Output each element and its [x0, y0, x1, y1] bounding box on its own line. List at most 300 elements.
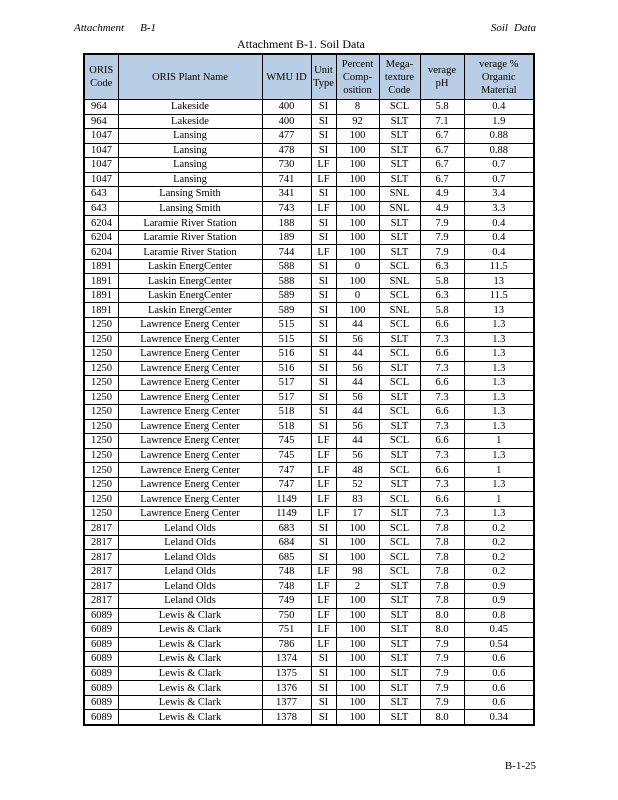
cell-wmu-id: 517	[262, 376, 311, 391]
table-row	[84, 681, 534, 696]
cell-organic-material: 1.3	[464, 448, 534, 463]
table-row	[84, 710, 534, 725]
table-row	[84, 259, 534, 274]
cell-percent-composition: 2	[336, 579, 379, 594]
cell-percent-composition: 44	[336, 434, 379, 449]
cell-wmu-id: 747	[262, 477, 311, 492]
cell-organic-material: 0.88	[464, 143, 534, 158]
table-row	[84, 492, 534, 507]
cell-unit-type: SI	[311, 652, 336, 667]
cell-percent-composition: 100	[336, 201, 379, 216]
cell-plant-name: Lewis & Clark	[118, 652, 262, 667]
cell-plant-name: Lawrence Energ Center	[118, 376, 262, 391]
cell-oris-code: 1250	[84, 463, 118, 478]
cell-plant-name: Lewis & Clark	[118, 695, 262, 710]
table-row	[84, 245, 534, 260]
cell-average-ph: 7.8	[420, 565, 464, 580]
cell-megatexture-code: SLT	[379, 245, 420, 260]
table-row	[84, 187, 534, 202]
cell-average-ph: 6.6	[420, 405, 464, 420]
cell-percent-composition: 100	[336, 230, 379, 245]
cell-average-ph: 6.6	[420, 347, 464, 362]
cell-megatexture-code: SLT	[379, 477, 420, 492]
cell-unit-type: LF	[311, 608, 336, 623]
cell-organic-material: 13	[464, 274, 534, 289]
cell-wmu-id: 745	[262, 448, 311, 463]
cell-percent-composition: 48	[336, 463, 379, 478]
cell-average-ph: 6.7	[420, 158, 464, 173]
cell-megatexture-code: SLT	[379, 216, 420, 231]
cell-oris-code: 1250	[84, 332, 118, 347]
cell-wmu-id: 1149	[262, 506, 311, 521]
cell-average-ph: 5.8	[420, 274, 464, 289]
cell-wmu-id: 1376	[262, 681, 311, 696]
cell-organic-material: 1.3	[464, 390, 534, 405]
cell-unit-type: SI	[311, 332, 336, 347]
cell-average-ph: 6.3	[420, 288, 464, 303]
cell-plant-name: Laramie River Station	[118, 230, 262, 245]
cell-wmu-id: 518	[262, 419, 311, 434]
cell-average-ph: 7.3	[420, 448, 464, 463]
table-row	[84, 230, 534, 245]
cell-wmu-id: 341	[262, 187, 311, 202]
cell-oris-code: 1891	[84, 288, 118, 303]
cell-average-ph: 7.9	[420, 245, 464, 260]
cell-wmu-id: 750	[262, 608, 311, 623]
cell-unit-type: SI	[311, 405, 336, 420]
cell-oris-code: 1250	[84, 376, 118, 391]
table-row	[84, 405, 534, 420]
cell-unit-type: LF	[311, 158, 336, 173]
cell-percent-composition: 100	[336, 274, 379, 289]
cell-organic-material: 0.2	[464, 550, 534, 565]
cell-unit-type: SI	[311, 129, 336, 144]
col-header-wmu-id: WMU ID	[262, 54, 311, 100]
cell-unit-type: LF	[311, 172, 336, 187]
cell-megatexture-code: SLT	[379, 695, 420, 710]
cell-plant-name: Lewis & Clark	[118, 608, 262, 623]
cell-megatexture-code: SLT	[379, 361, 420, 376]
col-header-unit-type: Unit Type	[311, 54, 336, 100]
cell-average-ph: 5.8	[420, 100, 464, 115]
cell-wmu-id: 748	[262, 579, 311, 594]
table-row	[84, 652, 534, 667]
cell-wmu-id: 1374	[262, 652, 311, 667]
cell-organic-material: 11.5	[464, 288, 534, 303]
cell-oris-code: 2817	[84, 521, 118, 536]
cell-percent-composition: 98	[336, 565, 379, 580]
cell-megatexture-code: SLT	[379, 114, 420, 129]
cell-oris-code: 6089	[84, 695, 118, 710]
cell-plant-name: Laskin EnergCenter	[118, 274, 262, 289]
cell-unit-type: LF	[311, 579, 336, 594]
cell-average-ph: 7.8	[420, 550, 464, 565]
cell-wmu-id: 730	[262, 158, 311, 173]
cell-average-ph: 7.3	[420, 477, 464, 492]
cell-organic-material: 0.4	[464, 100, 534, 115]
cell-megatexture-code: SCL	[379, 434, 420, 449]
cell-wmu-id: 747	[262, 463, 311, 478]
cell-organic-material: 0.4	[464, 230, 534, 245]
cell-percent-composition: 100	[336, 652, 379, 667]
cell-plant-name: Lawrence Energ Center	[118, 463, 262, 478]
cell-organic-material: 1.3	[464, 376, 534, 391]
cell-oris-code: 2817	[84, 565, 118, 580]
cell-megatexture-code: SCL	[379, 317, 420, 332]
cell-average-ph: 7.9	[420, 681, 464, 696]
cell-oris-code: 1250	[84, 405, 118, 420]
cell-organic-material: 0.6	[464, 666, 534, 681]
cell-plant-name: Laskin EnergCenter	[118, 288, 262, 303]
cell-wmu-id: 745	[262, 434, 311, 449]
cell-wmu-id: 588	[262, 259, 311, 274]
cell-oris-code: 6204	[84, 245, 118, 260]
running-header-left	[74, 22, 156, 34]
cell-wmu-id: 743	[262, 201, 311, 216]
cell-megatexture-code: SCL	[379, 521, 420, 536]
cell-oris-code: 2817	[84, 550, 118, 565]
cell-unit-type: LF	[311, 201, 336, 216]
table-row	[84, 288, 534, 303]
cell-plant-name: Laskin EnergCenter	[118, 259, 262, 274]
cell-average-ph: 8.0	[420, 623, 464, 638]
col-header-average-ph: verage pH	[420, 54, 464, 100]
cell-unit-type: SI	[311, 100, 336, 115]
cell-wmu-id: 518	[262, 405, 311, 420]
header-section-word2: Data	[514, 22, 536, 34]
cell-organic-material: 0.2	[464, 565, 534, 580]
cell-average-ph: 6.7	[420, 143, 464, 158]
cell-plant-name: Leland Olds	[118, 535, 262, 550]
cell-megatexture-code: SCL	[379, 347, 420, 362]
table-row	[84, 158, 534, 173]
cell-unit-type: SI	[311, 303, 336, 318]
cell-plant-name: Lansing	[118, 129, 262, 144]
cell-megatexture-code: SCL	[379, 463, 420, 478]
cell-oris-code: 1047	[84, 143, 118, 158]
cell-wmu-id: 1377	[262, 695, 311, 710]
cell-average-ph: 7.9	[420, 695, 464, 710]
col-header-oris-code: ORIS Code	[84, 54, 118, 100]
table-row	[84, 347, 534, 362]
cell-oris-code: 1047	[84, 172, 118, 187]
cell-plant-name: Lawrence Energ Center	[118, 390, 262, 405]
cell-percent-composition: 100	[336, 187, 379, 202]
cell-wmu-id: 400	[262, 100, 311, 115]
cell-wmu-id: 516	[262, 361, 311, 376]
cell-unit-type: SI	[311, 114, 336, 129]
cell-organic-material: 1	[464, 463, 534, 478]
cell-plant-name: Laramie River Station	[118, 245, 262, 260]
cell-oris-code: 6204	[84, 230, 118, 245]
cell-unit-type: SI	[311, 347, 336, 362]
table-title: Attachment B-1. Soil Data	[237, 37, 365, 51]
cell-plant-name: Lawrence Energ Center	[118, 332, 262, 347]
cell-average-ph: 7.8	[420, 594, 464, 609]
table-row	[84, 550, 534, 565]
cell-organic-material: 1	[464, 434, 534, 449]
cell-plant-name: Lawrence Energ Center	[118, 477, 262, 492]
cell-percent-composition: 100	[336, 521, 379, 536]
cell-wmu-id: 478	[262, 143, 311, 158]
cell-wmu-id: 477	[262, 129, 311, 144]
cell-organic-material: 1.3	[464, 361, 534, 376]
soil-data-table	[83, 53, 535, 726]
cell-plant-name: Lansing	[118, 143, 262, 158]
cell-oris-code: 1891	[84, 259, 118, 274]
cell-unit-type: SI	[311, 274, 336, 289]
cell-megatexture-code: SLT	[379, 623, 420, 638]
table-row	[84, 332, 534, 347]
cell-unit-type: SI	[311, 535, 336, 550]
cell-organic-material: 3.4	[464, 187, 534, 202]
cell-organic-material: 0.4	[464, 216, 534, 231]
cell-percent-composition: 44	[336, 405, 379, 420]
cell-oris-code: 6089	[84, 710, 118, 725]
cell-wmu-id: 748	[262, 565, 311, 580]
cell-megatexture-code: SNL	[379, 303, 420, 318]
cell-plant-name: Lawrence Energ Center	[118, 506, 262, 521]
cell-oris-code: 1250	[84, 317, 118, 332]
cell-oris-code: 1891	[84, 303, 118, 318]
cell-average-ph: 7.3	[420, 390, 464, 405]
cell-organic-material: 3.3	[464, 201, 534, 216]
cell-percent-composition: 100	[336, 666, 379, 681]
table-row	[84, 521, 534, 536]
cell-organic-material: 0.88	[464, 129, 534, 144]
cell-organic-material: 0.6	[464, 695, 534, 710]
cell-unit-type: LF	[311, 506, 336, 521]
table-row	[84, 594, 534, 609]
cell-unit-type: SI	[311, 187, 336, 202]
cell-average-ph: 7.3	[420, 361, 464, 376]
cell-plant-name: Lakeside	[118, 114, 262, 129]
cell-unit-type: LF	[311, 463, 336, 478]
cell-wmu-id: 515	[262, 332, 311, 347]
col-header-percent-composition: Percent Comp-osition	[336, 54, 379, 100]
cell-unit-type: SI	[311, 361, 336, 376]
cell-wmu-id: 751	[262, 623, 311, 638]
col-header-organic-material: verage % Organic Material	[464, 54, 534, 100]
cell-average-ph: 7.8	[420, 579, 464, 594]
cell-plant-name: Leland Olds	[118, 550, 262, 565]
table-row	[84, 477, 534, 492]
cell-oris-code: 1891	[84, 274, 118, 289]
cell-average-ph: 4.9	[420, 201, 464, 216]
table-row	[84, 535, 534, 550]
cell-wmu-id: 683	[262, 521, 311, 536]
cell-megatexture-code: SLT	[379, 172, 420, 187]
cell-megatexture-code: SLT	[379, 579, 420, 594]
cell-percent-composition: 52	[336, 477, 379, 492]
cell-plant-name: Lawrence Energ Center	[118, 434, 262, 449]
cell-plant-name: Lansing	[118, 172, 262, 187]
cell-wmu-id: 1378	[262, 710, 311, 725]
cell-percent-composition: 0	[336, 288, 379, 303]
cell-wmu-id: 588	[262, 274, 311, 289]
cell-megatexture-code: SLT	[379, 594, 420, 609]
cell-organic-material: 0.7	[464, 172, 534, 187]
cell-oris-code: 964	[84, 114, 118, 129]
cell-wmu-id: 189	[262, 230, 311, 245]
cell-wmu-id: 741	[262, 172, 311, 187]
table-row	[84, 608, 534, 623]
page-number: B-1-25	[504, 760, 536, 772]
cell-megatexture-code: SCL	[379, 100, 420, 115]
cell-wmu-id: 1149	[262, 492, 311, 507]
cell-organic-material: 0.7	[464, 158, 534, 173]
cell-unit-type: LF	[311, 637, 336, 652]
cell-megatexture-code: SLT	[379, 158, 420, 173]
cell-plant-name: Leland Olds	[118, 594, 262, 609]
cell-organic-material: 1.9	[464, 114, 534, 129]
cell-unit-type: LF	[311, 434, 336, 449]
cell-plant-name: Lansing	[118, 158, 262, 173]
table-row	[84, 143, 534, 158]
cell-megatexture-code: SNL	[379, 187, 420, 202]
cell-megatexture-code: SCL	[379, 550, 420, 565]
cell-average-ph: 6.6	[420, 376, 464, 391]
cell-average-ph: 7.9	[420, 216, 464, 231]
cell-percent-composition: 17	[336, 506, 379, 521]
table-row	[84, 666, 534, 681]
cell-average-ph: 8.0	[420, 608, 464, 623]
cell-oris-code: 1250	[84, 347, 118, 362]
table-row	[84, 448, 534, 463]
cell-oris-code: 1250	[84, 492, 118, 507]
cell-wmu-id: 515	[262, 317, 311, 332]
table-row	[84, 434, 534, 449]
cell-percent-composition: 44	[336, 376, 379, 391]
cell-plant-name: Lawrence Energ Center	[118, 347, 262, 362]
cell-plant-name: Lawrence Energ Center	[118, 361, 262, 376]
cell-plant-name: Lawrence Energ Center	[118, 405, 262, 420]
cell-plant-name: Lewis & Clark	[118, 637, 262, 652]
cell-organic-material: 1.3	[464, 347, 534, 362]
cell-wmu-id: 400	[262, 114, 311, 129]
cell-unit-type: LF	[311, 245, 336, 260]
cell-average-ph: 6.7	[420, 172, 464, 187]
cell-wmu-id: 589	[262, 288, 311, 303]
table-row	[84, 100, 534, 115]
cell-average-ph: 7.3	[420, 506, 464, 521]
cell-organic-material: 0.34	[464, 710, 534, 725]
cell-organic-material: 0.54	[464, 637, 534, 652]
cell-megatexture-code: SLT	[379, 506, 420, 521]
cell-oris-code: 643	[84, 187, 118, 202]
cell-unit-type: SI	[311, 216, 336, 231]
cell-unit-type: LF	[311, 623, 336, 638]
cell-oris-code: 6089	[84, 652, 118, 667]
cell-percent-composition: 100	[336, 129, 379, 144]
cell-megatexture-code: SLT	[379, 143, 420, 158]
cell-organic-material: 0.45	[464, 623, 534, 638]
cell-unit-type: SI	[311, 550, 336, 565]
cell-oris-code: 2817	[84, 535, 118, 550]
cell-average-ph: 7.8	[420, 535, 464, 550]
cell-oris-code: 1250	[84, 434, 118, 449]
cell-unit-type: SI	[311, 521, 336, 536]
cell-plant-name: Lewis & Clark	[118, 623, 262, 638]
cell-percent-composition: 100	[336, 216, 379, 231]
cell-unit-type: SI	[311, 317, 336, 332]
cell-megatexture-code: SLT	[379, 390, 420, 405]
cell-percent-composition: 56	[336, 332, 379, 347]
cell-megatexture-code: SLT	[379, 666, 420, 681]
cell-percent-composition: 100	[336, 245, 379, 260]
table-row	[84, 623, 534, 638]
cell-wmu-id: 786	[262, 637, 311, 652]
cell-percent-composition: 100	[336, 608, 379, 623]
cell-organic-material: 0.9	[464, 579, 534, 594]
cell-percent-composition: 100	[336, 535, 379, 550]
cell-percent-composition: 100	[336, 172, 379, 187]
table-row	[84, 172, 534, 187]
header-attachment-code: B-1	[140, 22, 156, 34]
cell-organic-material: 1.3	[464, 419, 534, 434]
cell-unit-type: SI	[311, 390, 336, 405]
cell-oris-code: 6089	[84, 681, 118, 696]
cell-percent-composition: 100	[336, 637, 379, 652]
cell-plant-name: Lewis & Clark	[118, 666, 262, 681]
cell-average-ph: 7.3	[420, 332, 464, 347]
cell-plant-name: Lansing Smith	[118, 187, 262, 202]
cell-unit-type: SI	[311, 710, 336, 725]
cell-oris-code: 1250	[84, 477, 118, 492]
cell-organic-material: 0.6	[464, 652, 534, 667]
cell-unit-type: LF	[311, 565, 336, 580]
cell-organic-material: 0.9	[464, 594, 534, 609]
cell-unit-type: SI	[311, 376, 336, 391]
cell-organic-material: 1	[464, 492, 534, 507]
cell-oris-code: 6089	[84, 637, 118, 652]
cell-wmu-id: 684	[262, 535, 311, 550]
cell-organic-material: 0.8	[464, 608, 534, 623]
cell-oris-code: 643	[84, 201, 118, 216]
cell-average-ph: 7.8	[420, 521, 464, 536]
cell-plant-name: Lewis & Clark	[118, 681, 262, 696]
cell-plant-name: Lakeside	[118, 100, 262, 115]
cell-average-ph: 4.9	[420, 187, 464, 202]
cell-average-ph: 6.6	[420, 463, 464, 478]
cell-plant-name: Laramie River Station	[118, 216, 262, 231]
table-row	[84, 129, 534, 144]
cell-percent-composition: 100	[336, 303, 379, 318]
cell-megatexture-code: SLT	[379, 332, 420, 347]
cell-average-ph: 5.8	[420, 303, 464, 318]
cell-megatexture-code: SLT	[379, 637, 420, 652]
cell-wmu-id: 685	[262, 550, 311, 565]
cell-organic-material: 1.3	[464, 405, 534, 420]
cell-average-ph: 7.3	[420, 419, 464, 434]
table-row	[84, 376, 534, 391]
cell-unit-type: SI	[311, 419, 336, 434]
cell-oris-code: 6204	[84, 216, 118, 231]
cell-oris-code: 2817	[84, 594, 118, 609]
cell-oris-code: 1250	[84, 361, 118, 376]
cell-organic-material: 0.2	[464, 535, 534, 550]
cell-oris-code: 6089	[84, 666, 118, 681]
table-row	[84, 201, 534, 216]
cell-megatexture-code: SLT	[379, 448, 420, 463]
cell-megatexture-code: SCL	[379, 259, 420, 274]
cell-average-ph: 6.7	[420, 129, 464, 144]
cell-wmu-id: 589	[262, 303, 311, 318]
cell-percent-composition: 83	[336, 492, 379, 507]
cell-oris-code: 6089	[84, 623, 118, 638]
col-header-megatexture-code: Mega-texture Code	[379, 54, 420, 100]
cell-unit-type: LF	[311, 477, 336, 492]
